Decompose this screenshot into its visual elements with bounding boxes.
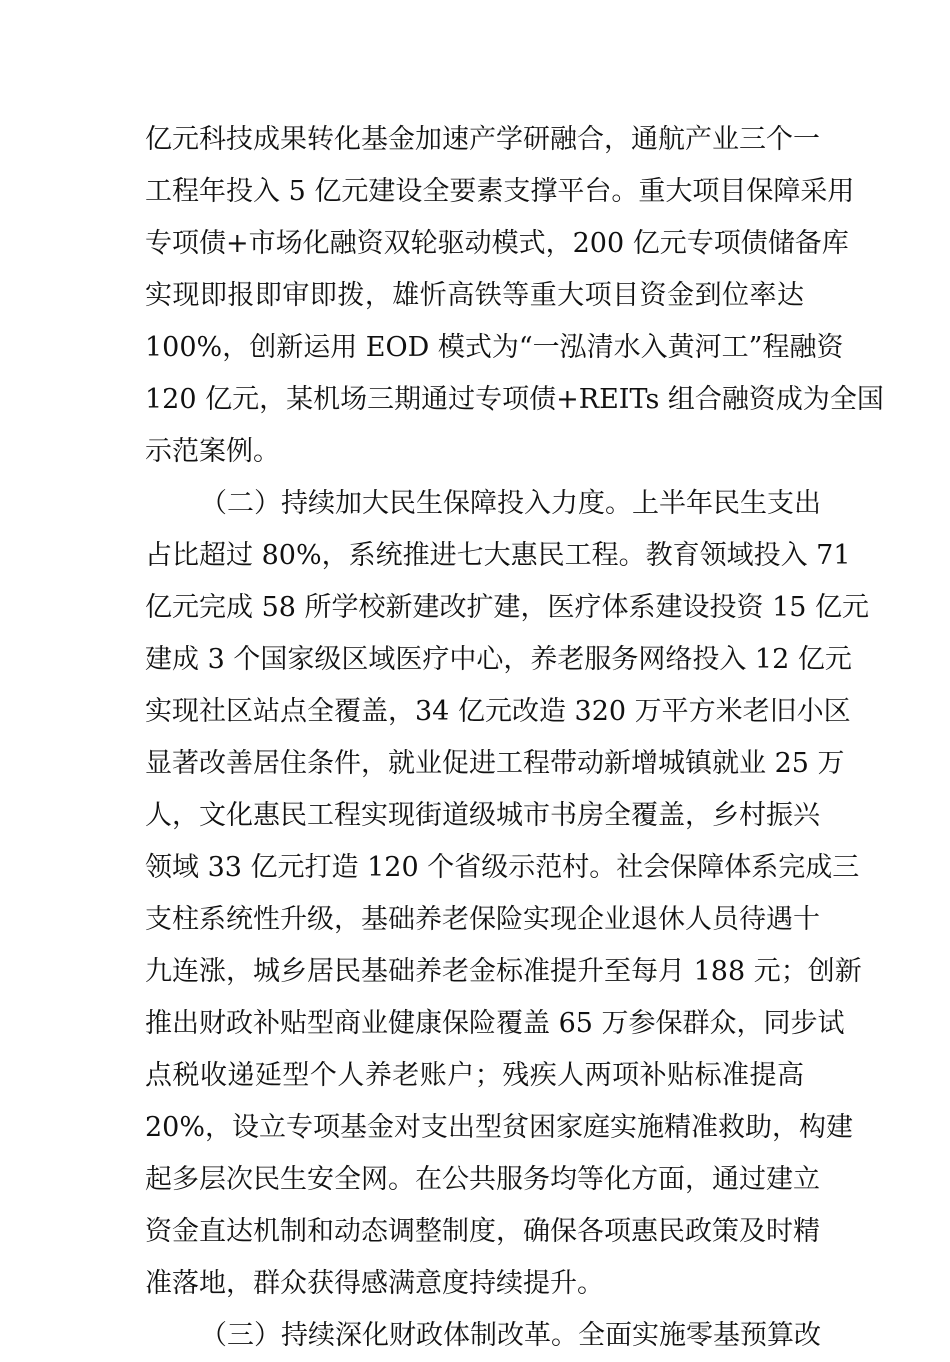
- body-text-line: 工程年投入 5 亿元建设全要素支撑平台。重大项目保障采用: [145, 176, 855, 207]
- body-text-line: 推出财政补贴型商业健康保险覆盖 65 万参保群众，同步试: [145, 1008, 845, 1039]
- body-text-line: 准落地，群众获得感满意度持续提升。: [145, 1268, 604, 1299]
- body-text-line: 100%，创新运用 EOD 模式为“一泓清水入黄河工”程融资: [145, 332, 844, 363]
- body-text-line: 领域 33 亿元打造 120 个省级示范村。社会保障体系完成三: [145, 852, 860, 883]
- section-heading-line: （三）持续深化财政体制改革。全面实施零基预算改: [200, 1320, 821, 1351]
- body-text-line: 建成 3 个国家级区域医疗中心，养老服务网络投入 12 亿元: [145, 644, 852, 675]
- body-text-line: 示范案例。: [145, 436, 280, 467]
- body-text-line: 亿元科技成果转化基金加速产学研融合，通航产业三个一: [145, 124, 820, 155]
- body-text-line: 支柱系统性升级，基础养老保险实现企业退休人员待遇十: [145, 904, 820, 935]
- body-text-line: 20%，设立专项基金对支出型贫困家庭实施精准救助，构建: [145, 1112, 854, 1143]
- body-text-line: 实现社区站点全覆盖，34 亿元改造 320 万平方米老旧小区: [145, 696, 851, 727]
- body-text-line: 起多层次民生安全网。在公共服务均等化方面，通过建立: [145, 1164, 820, 1195]
- body-text-line: 亿元完成 58 所学校新建改扩建，医疗体系建设投资 15 亿元: [145, 592, 870, 623]
- body-text-line: 120 亿元，某机场三期通过专项债+REITs 组合融资成为全国: [145, 384, 884, 415]
- body-text-line: 占比超过 80%，系统推进七大惠民工程。教育领域投入 71: [145, 540, 851, 571]
- body-text-line: 专项债+市场化融资双轮驱动模式，200 亿元专项债储备库: [145, 228, 849, 259]
- body-text-line: 显著改善居住条件，就业促进工程带动新增城镇就业 25 万: [145, 748, 845, 779]
- body-text-line: 实现即报即审即拨，雄忻高铁等重大项目资金到位率达: [145, 280, 804, 311]
- body-text-line: 点税收递延型个人养老账户；残疾人两项补贴标准提高: [145, 1060, 804, 1091]
- section-heading-line: （二）持续加大民生保障投入力度。上半年民生支出: [200, 488, 821, 519]
- body-text-line: 人，文化惠民工程实现街道级城市书房全覆盖，乡村振兴: [145, 800, 820, 831]
- body-text-line: 资金直达机制和动态调整制度，确保各项惠民政策及时精: [145, 1216, 820, 1247]
- body-text-line: 九连涨，城乡居民基础养老金标准提升至每月 188 元；创新: [145, 956, 862, 987]
